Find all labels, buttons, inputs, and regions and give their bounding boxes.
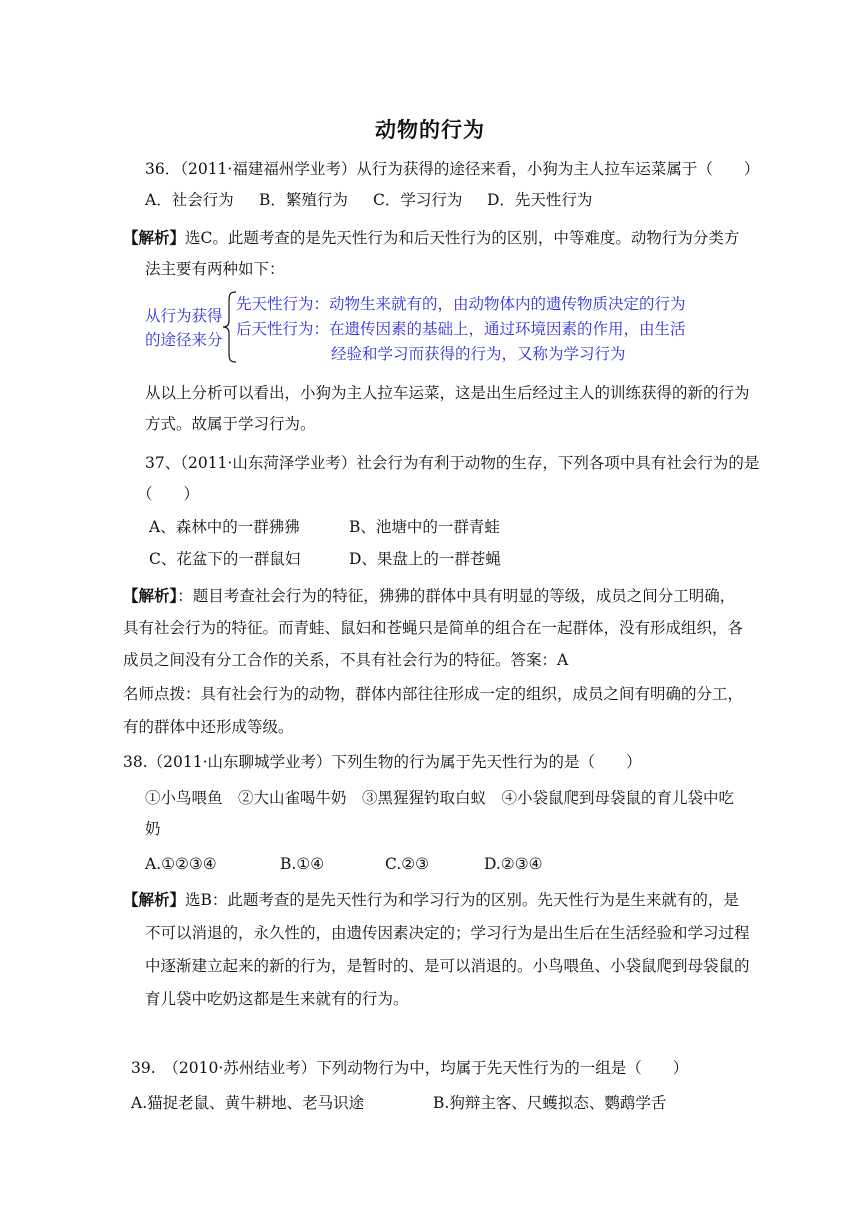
q38-option-a: A.①②③④	[145, 855, 217, 873]
q37-tip: 名师点拨：具有社会行为的动物，群体内部往往形成一定的组织，成员之间有明确的分工，	[123, 685, 744, 703]
q36-stem: 36．（2011·福建福州学业考）从行为获得的途径来看，小狗为主人拉车运菜属于（ ）	[145, 160, 760, 178]
q37-option-b: B、池塘中的一群青蛙	[349, 518, 500, 536]
analysis-text: 选B：此题考查的是先天性行为和学习行为的区别。先天性行为是生来就有的，是	[185, 891, 739, 909]
analysis-tag: 【解析】	[123, 228, 186, 247]
q38-option-c: C.②③	[385, 855, 430, 873]
q37-analysis-cont2: 成员之间没有分工合作的关系，不具有社会行为的特征。答案：A	[123, 651, 569, 669]
q36-conclusion: 从以上分析可以看出，小狗为主人拉车运菜，这是出生后经过主人的训练获得的新的行为	[145, 384, 750, 402]
q36-analysis-cont: 法主要有两种如下：	[145, 260, 285, 278]
q38-items-cont: 奶	[145, 820, 161, 838]
q37-stem-cont: （ ）	[137, 485, 200, 503]
q36-analysis	[123, 227, 739, 249]
q38-option-d: D.②③④	[484, 855, 543, 873]
q38-analysis-cont1: 不可以消退的，永久性的，由遗传因素决定的；学习行为是出生后在生活经验和学习过程	[145, 924, 750, 942]
q37-analysis-cont1: 具有社会行为的特征。而青蛙、鼠妇和苍蝇只是简单的组合在一起群体，没有形成组织，各	[123, 619, 744, 637]
q38-items: ①小鸟喂鱼 ②大山雀喝牛奶 ③黑猩猩钓取白蚁 ④小袋鼠爬到母袋鼠的育儿袋中吃	[145, 789, 735, 807]
q38-analysis	[123, 889, 739, 911]
q37-option-a: A、森林中的一群狒狒	[149, 518, 300, 536]
q37-stem: 37、（2011·山东菏泽学业考）社会行为有利于动物的生存，下列各项中具有社会行为的是	[145, 454, 760, 472]
q39-option-a: A.猫捉老鼠、黄牛耕地、老马识途	[131, 1094, 365, 1112]
q37-tip-cont: 有的群体中还形成等级。	[123, 718, 294, 736]
q36-option-a: A．社会行为	[145, 191, 234, 209]
q36-conclusion-cont: 方式。故属于学习行为。	[145, 415, 316, 433]
q37-option-c: C、花盆下的一群鼠妇	[149, 550, 301, 568]
diagram-learned-line2: 经验和学习而获得的行为，又称为学习行为	[331, 345, 626, 363]
q36-option-c: C．学习行为	[373, 191, 463, 209]
q38-analysis-cont3: 育儿袋中吃奶这都是生来就有的行为。	[145, 990, 409, 1008]
diagram-innate: 先天性行为：动物生来就有的，由动物体内的遗传物质决定的行为	[236, 295, 686, 313]
diagram-left-line2: 的途径来分	[145, 331, 223, 349]
analysis-text: ：题目考查社会行为的特征，狒狒的群体中具有明显的等级，成员之间分工明确，	[177, 587, 736, 605]
q39-stem: 39. （2010·苏州结业考）下列动物行为中，均属于先天性行为的一组是（ ）	[131, 1059, 689, 1077]
analysis-tag: 【解析】	[123, 890, 186, 909]
diagram-learned-line1: 后天性行为：在遗传因素的基础上，通过环境因素的作用，由生活	[236, 320, 686, 338]
q36-option-b: B．繁殖行为	[259, 191, 348, 209]
analysis-tag: 【解析】	[123, 586, 178, 605]
q37-analysis	[123, 585, 735, 607]
q37-option-d: D、果盘上的一群苍蝇	[349, 550, 501, 568]
analysis-text: 选C。此题考查的是先天性行为和后天性行为的区别，中等难度。动物行为分类方	[185, 229, 740, 247]
diagram-left-line1: 从行为获得	[145, 307, 223, 325]
q38-stem: 38.（2011·山东聊城学业考）下列生物的行为属于先天性行为的是（ ）	[123, 753, 642, 771]
page-title: 动物的行为	[375, 118, 485, 142]
q36-option-d: D．先天性行为	[487, 191, 593, 209]
q38-option-b: B.①④	[280, 855, 325, 873]
q39-option-b: B.狗辩主客、尺蠖拟态、鹦鹉学舌	[433, 1094, 667, 1112]
q38-analysis-cont2: 中逐渐建立起来的新的行为，是暂时的、是可以消退的。小鸟喂鱼、小袋鼠爬到母袋鼠的	[145, 957, 750, 975]
